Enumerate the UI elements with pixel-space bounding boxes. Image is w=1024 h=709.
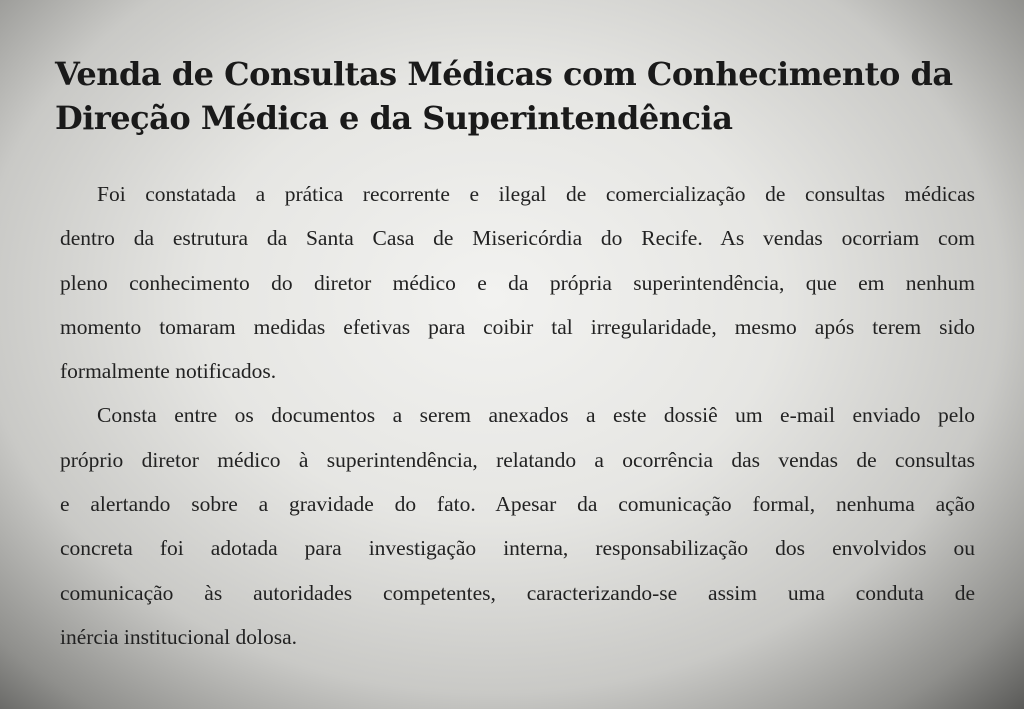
paragraph-1 <box>60 172 975 393</box>
paragraph-line: formalmente notificados. <box>60 359 277 384</box>
title-line: Direção Médica e da Superintendência <box>55 99 733 137</box>
paragraph-line: e alertando sobre a gravidade do fato. Apesar da comunicação formal, nenhuma ação <box>60 492 975 517</box>
paragraph-2 <box>60 393 975 659</box>
paragraph-line: momento tomaram medidas efetivas para coibir tal irregularidade, mesmo após terem sido <box>60 314 975 339</box>
paragraph-line: comunicação às autoridades competentes, caracterizando-se assim uma conduta de <box>60 580 975 605</box>
paragraph-line: inércia institucional dolosa. <box>60 624 298 649</box>
paragraph-line: próprio diretor médico à superintendência, relatando a ocorrência das vendas de consultas <box>60 447 975 472</box>
document-body <box>60 172 975 659</box>
paragraph-line: dentro da estrutura da Santa Casa de Misericórdia do Recife. As vendas ocorriam com <box>60 226 975 251</box>
document-title <box>55 52 955 140</box>
paragraph-line: Consta entre os documentos a serem anexados a este dossiê um e-mail enviado pelo <box>97 403 975 428</box>
paragraph-line: pleno conhecimento do diretor médico e da própria superintendência, que em nenhum <box>60 270 975 295</box>
title-line: Venda de Consultas Médicas com Conhecimento da <box>55 55 953 93</box>
paragraph-line: concreta foi adotada para investigação interna, responsabilização dos envolvidos ou <box>60 536 975 561</box>
paragraph-line: Foi constatada a prática recorrente e ilegal de comercialização de consultas médicas <box>97 182 975 206</box>
